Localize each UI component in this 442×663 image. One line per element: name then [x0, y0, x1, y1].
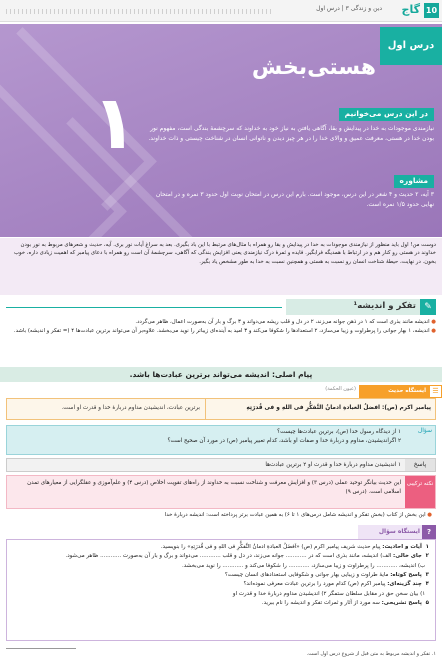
footnote-rule	[6, 648, 76, 649]
answer-tag: پاسخ	[405, 459, 435, 471]
lesson-hero	[0, 24, 442, 237]
intro-text: نیازمندی موجودات به خدا در پیدایش و بقا، آگاهی یافتن به نیاز خود به خداوند که سرچشمهٔ بندگی است، مفهوم نور بودن خدا در هستی، معرفت عمیق و والای خدا را در هر چیز دیدن و ناتوانی انسان در شناخت چیستی و ذات خداوند.	[148, 125, 434, 142]
advice-text: ۳ آیه، ۲ حدیث و ۴ شعر در این درس، موجود است. بارم این درس در امتحان نوبت اول حدود ۳ نمره و در امتحان نهایی حدود ۱/۵ نمره است.	[155, 191, 434, 209]
question-line: ۱ از دیدگاه رسول خدا (ص)، برترین عبادت‌ها چیست؟	[277, 429, 401, 435]
question-icon: ?	[422, 525, 436, 539]
thinking-icon: ✎	[420, 299, 436, 315]
section-heading	[286, 299, 436, 315]
hadith-source: (عیون الحکمة)	[325, 386, 356, 392]
header-decoration	[6, 9, 272, 14]
after-tip-text: این بخش از کتاب (بخش تفکر و اندیشه شامل درس‌های ۱ تا ۶) به همین عبادت برتر پرداخته است: اندیشه دربارهٔ خدا	[164, 512, 426, 518]
section-bullets	[6, 318, 436, 335]
question-station-box	[6, 539, 436, 641]
tip-tag: نکته ترکیبی	[405, 476, 435, 508]
section-title: تفکر و اندیشه¹	[353, 301, 416, 311]
intro-heading: در این درس می‌خوانیم	[339, 108, 434, 121]
section-divider	[6, 307, 282, 308]
question-box	[6, 425, 436, 455]
book-icon: ☰	[429, 385, 442, 398]
bullet-text: اندیشه مانند بذری است که ۱ در ذهن جوانه می‌زند، ۲ در دل و قلب ریشه می‌دواند و ۳ برگ و بار آن به‌صورت اعمال، ظاهر می‌گردد.	[135, 319, 430, 325]
hadith-text: پیامبر اکرم (ص): افضلُ العبادةِ ادمانُ التَّفکُّرِ فی اللهِ و فی قُدرَتِهِ	[205, 399, 435, 419]
list-item: ۵ پاسخ تشریحی: سه مورد از آثار و ثمرات تفکر و اندیشه را نام ببرید.	[261, 600, 429, 607]
hadith-translation: برترین عبادت، اندیشیدن مداوم دربارهٔ خدا و قدرت او است.	[61, 405, 200, 411]
hadith-station-tag	[359, 385, 442, 398]
page-number: 10	[424, 3, 439, 18]
question-station-tag	[358, 525, 436, 539]
question-text	[9, 428, 401, 445]
answer-box	[6, 458, 436, 472]
hadith-station-label: ایستگاه حدیث	[388, 388, 426, 394]
lesson-number: ۱	[92, 80, 138, 166]
question-line: ۲ اگراندیشیدن، مداوم و دربارهٔ خدا و صفات او باشد، کدام تعبیر پیامبر (ص) در مورد آن صحیح است؟	[167, 437, 401, 444]
lesson-title: هستی‌بخش	[251, 55, 376, 80]
tip-box	[6, 475, 436, 509]
page-header	[0, 0, 442, 22]
footnote: ۱. تفکر و اندیشه مربوط به متن قبل از شروع درس اول است.	[306, 651, 436, 657]
question-tag: سؤال	[417, 427, 432, 434]
lesson-tag: درس اول	[380, 27, 442, 65]
intro-paragraph: دوست من! اول باید منظور از نیازمندی موجودات به خدا در پیدایش و بقا رو همراه با مثال‌های مرتبط با این باد بگیری. بعد به سراغ آیات نور بری. آیه، حدیث و شعرهای مربوط به نور بودن خداوند در هستی رو کنار هم و در ارتباط با همدیگه فرابگیر. فایده و ثمرهٔ درک نیازمندی یعنی افزایش بندگی که آگاهی، سرچشمهٔ آن است رو همراه با دعای پیامبر که اهمیت زیادی داره، خوب بخون. در نهایت، حیطهٔ شناخت انسان رو نسبت به هستی و همچنین نسبت به خدا به طور مشخص یاد بگیر.	[0, 238, 442, 295]
breadcrumb: دین و زندگی ۳ | درس اول	[316, 5, 382, 12]
list-item: ● اندیشه مانند بذری است که ۱ در ذهن جوانه می‌زند، ۲ در دل و قلب ریشه می‌دواند و ۳ برگ و بار آن به‌صورت اعمال، ظاهر می‌گردد.	[135, 319, 436, 325]
hadith-box	[6, 398, 436, 420]
list-item: ۴ چند گزینه‌ای: پیامبر اکرم (ص) کدام مورد را برترین عبادت معرفی نموده‌اند؟	[243, 581, 429, 588]
list-item: ۲ جای خالی: الف) اندیشه، مانند بذری است که در ............ جوانه می‌زند، در دل و قلب ............ می‌دواند و برگ و بار آن به‌صورت ............ ظاهر می‌شود.	[65, 553, 429, 560]
tip-text: این حدیث بیانگر توحید عملی (درس ۳) و افزایش معرفت و شناخت نسبت به خداوند از راه‌های تقویت اخلاص (درس ۴) و علم‌آموزی و عقلگرایی از معیارهای تمدن اسلامی است. (درس ۹)	[27, 480, 401, 495]
list-item: ● اندیشه، ۱ بهار جوانی را پرطراوت و زیبا می‌سازد، ۲ استعدادها را شکوفا می‌کند و ۳ امید به آینده‌ای زیباتر را نوید می‌بخشد. علاوه‌بر آن می‌تواند برترین عبادت‌ها ۴ (= تفکر و اندیشه) باشد.	[13, 327, 436, 334]
list-item: ۱ آیات و احادیث: پیام حدیث شریف پیامبر اکرم (ص) «اَفضَلُ العبادةِ ادمانُ التَّفکُّرِ فی اللهِ و فی قُدرَتِهِ» را بنویسید.	[160, 544, 429, 550]
advice-heading: مشاوره	[394, 175, 435, 188]
after-tip-note: ● این بخش از کتاب (بخش تفکر و اندیشه شامل درس‌های ۱ تا ۶) به همین عبادت برتر پرداخته است: اندیشه دربارهٔ خدا	[164, 512, 432, 518]
list-item: ۳ پاسخ کوتاه: مایهٔ طراوت و زیبایی بهار جوانی و شکوفایی استعدادهای انسان چیست؟	[224, 572, 429, 579]
list-item: ۱) بیان سخن حق در مقابل سلطان ستمگر ۲) اندیشیدن مداوم دربارهٔ خدا و قدرت او	[232, 590, 426, 597]
main-message: پیام اصلی: اندیشه می‌تواند برترین عبادت‌ها باشد.	[0, 367, 442, 382]
question-station-label: ایستگاه سؤال	[378, 528, 420, 535]
list-item: ب) اندیشه، ............ را پرطراوت و زیبا می‌سازد، ............ را شکوفا می‌کند و ............ را نوید می‌بخشد.	[182, 562, 426, 569]
bullet-text: اندیشه، ۱ بهار جوانی را پرطراوت و زیبا می‌سازد، ۲ استعدادها را شکوفا می‌کند و ۳ امید به آینده‌ای زیباتر را نوید می‌بخشد. علاوه‌بر آن می‌تواند برترین عبادت‌ها ۴ (= تفکر و اندیشه) باشد.	[13, 327, 430, 334]
publisher-logo: گاج	[401, 3, 420, 16]
answer-text: ۱ اندیشیدن مداوم دربارهٔ خدا و قدرت او ۲ برترین عبادت‌ها	[265, 462, 401, 468]
